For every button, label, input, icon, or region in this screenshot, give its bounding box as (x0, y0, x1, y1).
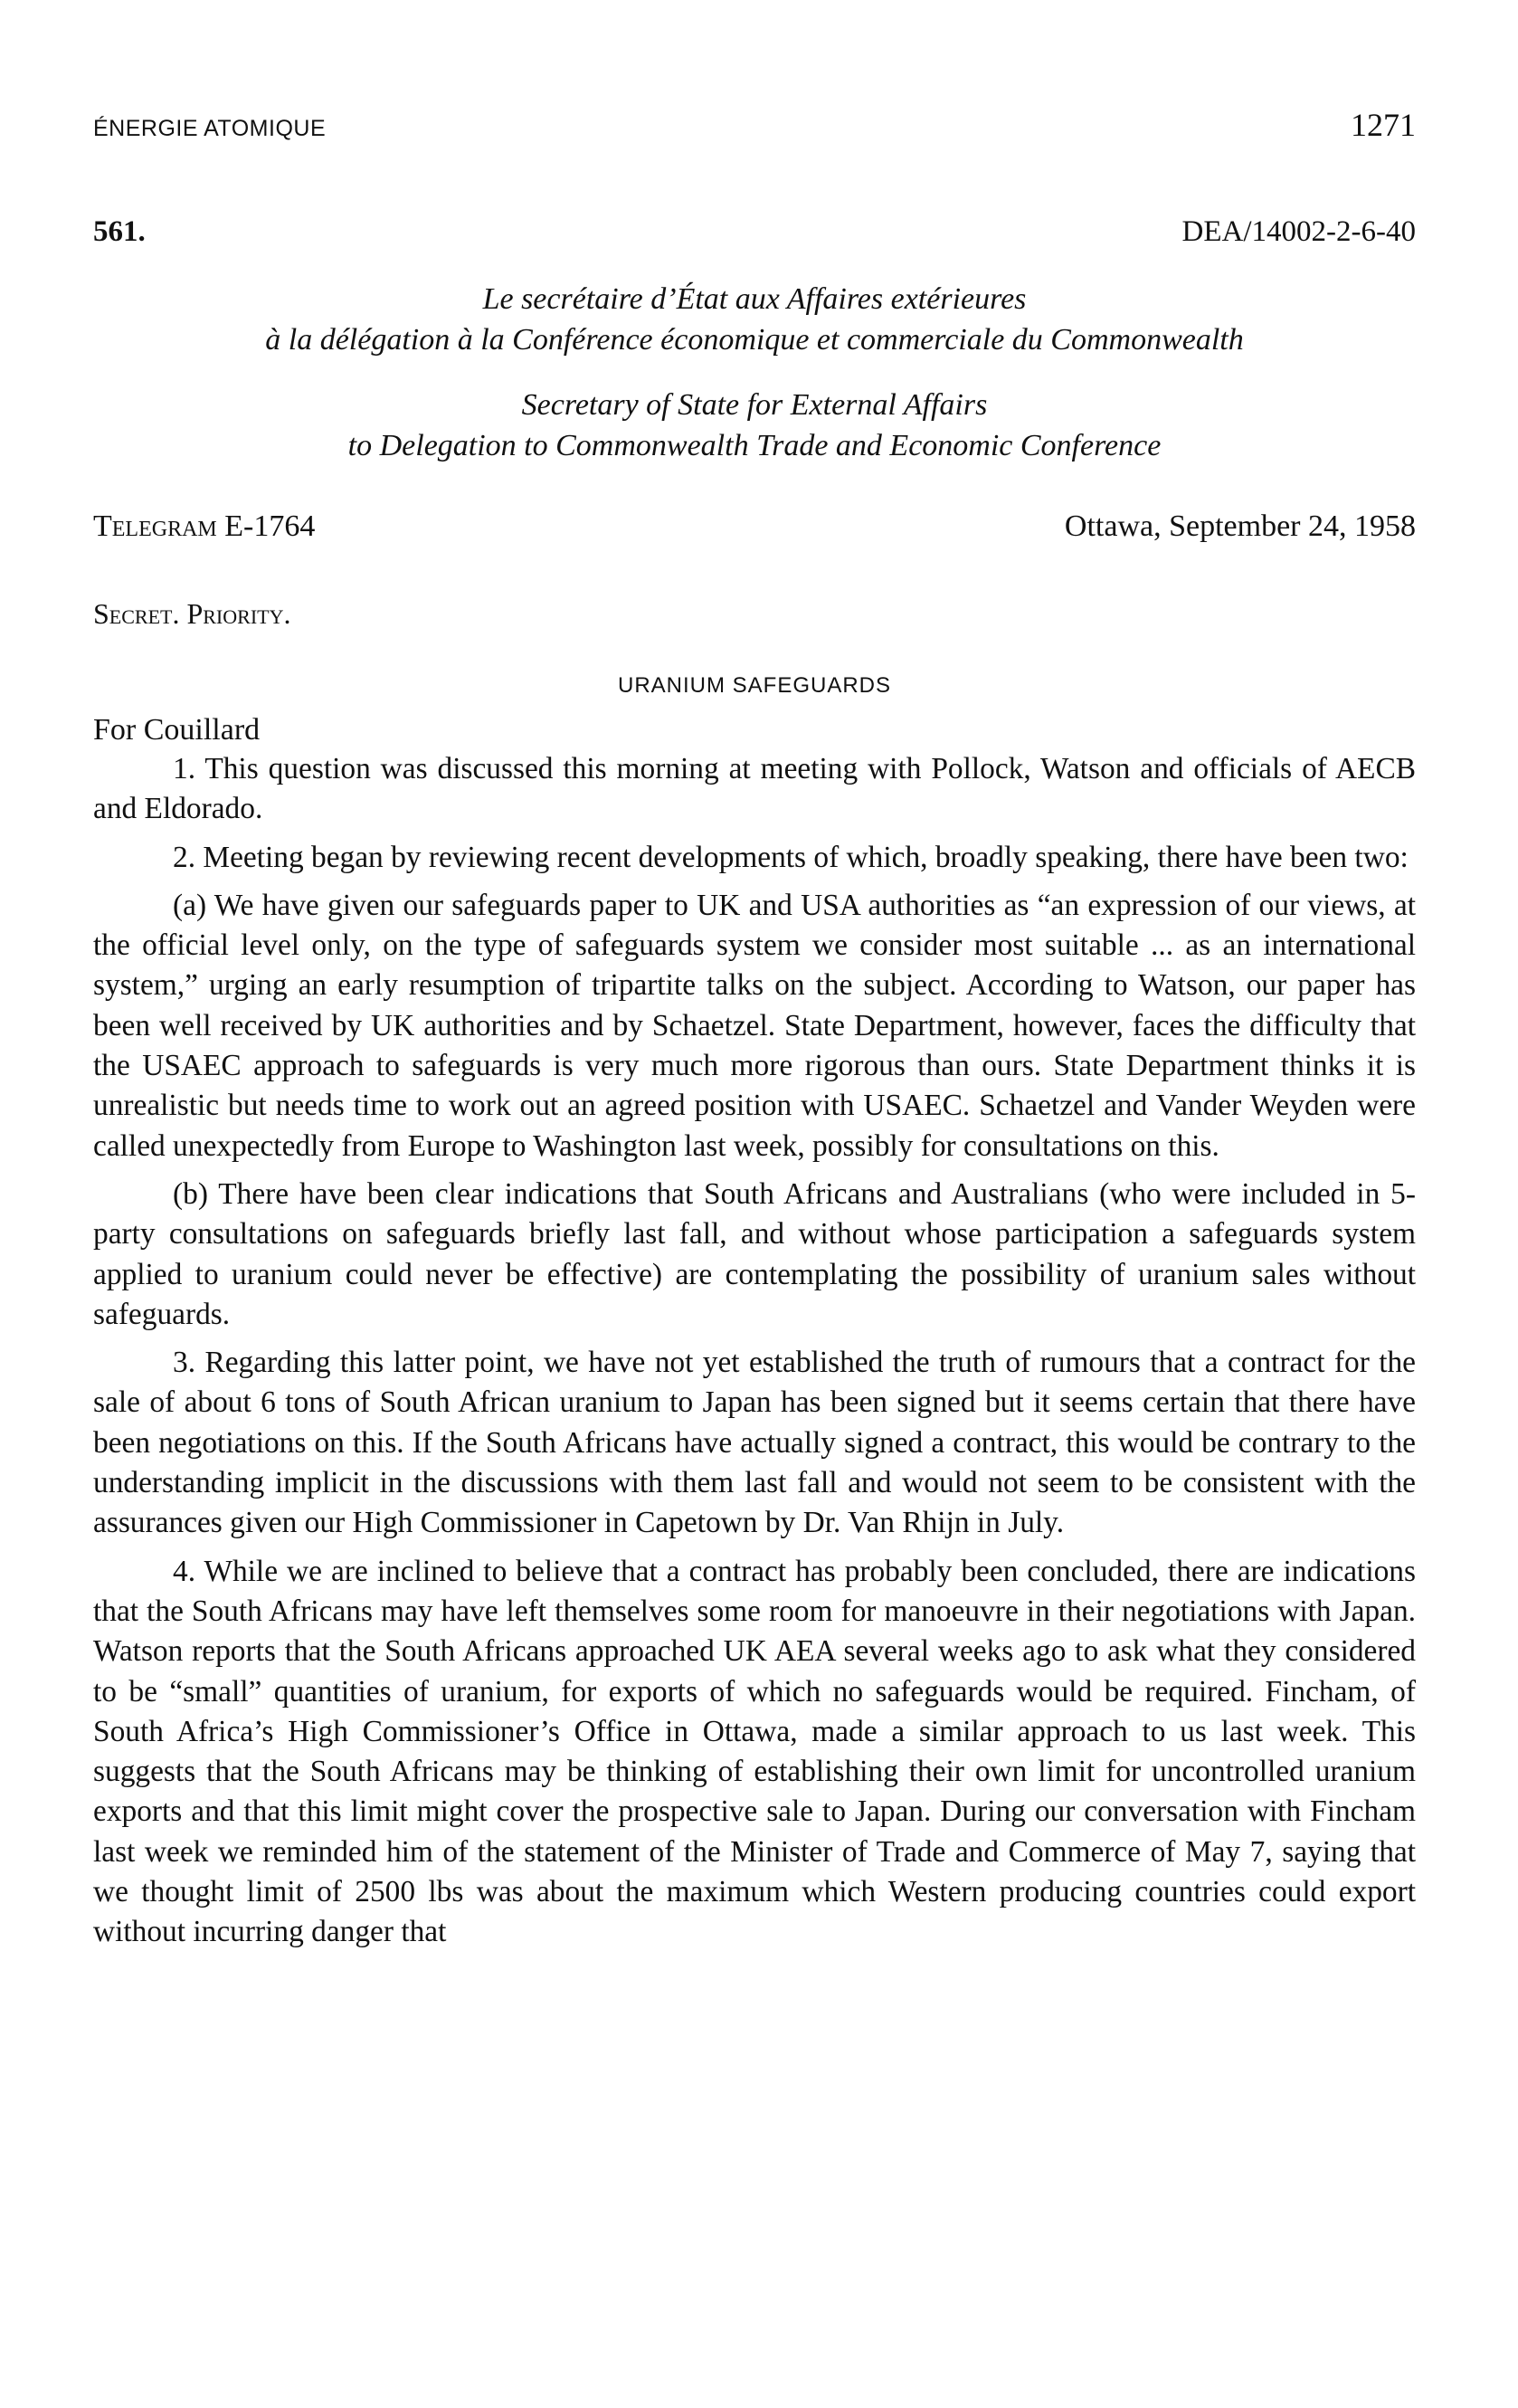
french-title-line: à la délégation à la Conférence économique et commerciale du Commonwealth (265, 323, 1244, 357)
running-title: ÉNERGIE ATOMIQUE (93, 116, 327, 141)
page-content (93, 101, 1416, 1961)
french-title-line: Le secrétaire d’État aux Affaires extérieures (482, 282, 1027, 316)
subject-heading: URANIUM SAFEGUARDS (617, 673, 892, 698)
paragraph: (b) There have been clear indications that South Africans and Australians (who were included in 5-party consultations on safeguards briefly last fall, and without whose participation a safeguards system applied to uranium could never be effective) are contemplating the possibility of uranium sales without safeguards. (93, 1176, 1416, 1331)
page-number: 1271 (1351, 107, 1416, 143)
english-title-line: Secretary of State for External Affairs (521, 388, 988, 422)
addressee: For Couillard (93, 713, 261, 747)
document-number: 561. (93, 215, 146, 248)
paragraph: (a) We have given our safeguards paper to UK and USA authorities as “an expression of our views, at the official level only, on the type of safeguards system we consider most suitable ... as an international system,” urging an early resumption of tripartite talks on the subject. According to Watson, our paper has been well received by UK authorities and by Schaetzel. State Department, however, faces the difficulty that the USAEC approach to safeguards is very much more rigorous than ours. State Department thinks it is unrealistic but needs time to work out an agreed position with USAEC. Schaetzel and Vander Weyden were called unexpectedly from Europe to Washington last week, possibly for consultations on this. (93, 888, 1416, 1163)
paragraph: 3. Regarding this latter point, we have not yet established the truth of rumours that a contract for the sale of about 6 tons of South African uranium to Japan has been signed but it seems certain that there have been negotiations on this. If the South Africans have actually signed a contract, this would be contrary to the understanding implicit in the discussions with them last fall and would not seem to be consistent with the assurances given our High Commissioner in Capetown by Dr. Van Rhijn in July. (93, 1346, 1416, 1540)
body-text (93, 749, 1416, 1953)
paragraph: 1. This question was discussed this morning at meeting with Pollock, Watson and officials of AECB and Eldorado. (93, 752, 1416, 826)
english-title-line: to Delegation to Commonwealth Trade and Economic Conference (347, 429, 1162, 462)
classification: Secret. Priority. (93, 597, 291, 630)
place-date: Ottawa, September 24, 1958 (1064, 509, 1416, 543)
telegram-line (93, 509, 1416, 544)
paragraph: 4. While we are inclined to believe that a contract has probably been concluded, there are indications that the South Africans may have left themselves some room for manoeuvre in their negotiations with Japan. Watson reports that the South Africans approached UK AEA several weeks ago to ask what they considered to be “small” quantities of uranium, for exports of which no safeguards would be required. Fincham, of South Africa’s High Commissioner’s Office in Ottawa, made a similar approach to us last week. This suggests that the South Africans may be thinking of establishing their own limit for uncontrolled uranium exports and that this limit might cover the prospective sale to Japan. During our conversation with Fincham last week we reminded him of the statement of the Minister of Trade and Commerce of May 7, saying that we thought limit of 2500 lbs was about the maximum which Western producing countries could export without incurring danger that (93, 1554, 1416, 1949)
telegram-number: Telegram E-1764 (93, 509, 316, 543)
file-reference: DEA/14002-2-6-40 (1181, 215, 1416, 248)
french-title-block (93, 279, 1416, 360)
running-header (93, 101, 1416, 156)
paragraph: 2. Meeting began by reviewing recent developments of which, broadly speaking, there have been two: (173, 840, 1409, 874)
document-number-line (93, 215, 1416, 249)
english-title-block (93, 385, 1416, 466)
